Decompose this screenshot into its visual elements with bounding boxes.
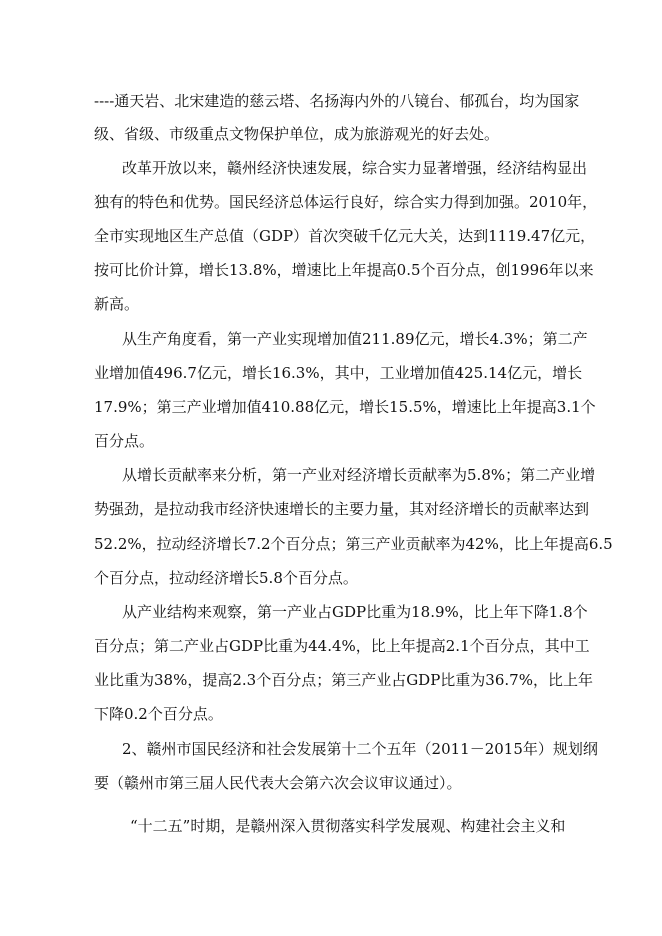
text-line: 业增加值496.7亿元，增长16.3%，其中，工业增加值425.14亿元，增长: [94, 364, 583, 382]
text-line: 新高。: [94, 295, 140, 313]
paragraph-start-line: 从增长贡献率来分析，第一产业对经济增长贡献率为5.8%；第二产业增: [122, 466, 596, 484]
text-line: 级、省级、市级重点文物保护单位，成为旅游观光的好去处。: [94, 125, 500, 143]
paragraph-start-line: 从生产角度看，第一产业实现增加值211.89亿元，增长4.3%；第二产: [122, 330, 588, 348]
paragraph-start-line: 从产业结构来观察，第一产业占GDP比重为18.9%，比上年下降1.8个: [122, 603, 588, 621]
text-line: 百分点；第二产业占GDP比重为44.4%，比上年提高2.1个百分点，其中工: [94, 637, 590, 655]
text-line: 百分点。: [94, 432, 155, 450]
text-line: 17.9%；第三产业增加值410.88亿元，增长15.5%，增速比上年提高3.1个: [94, 398, 596, 416]
paragraph-start-line: “十二五”时期，是赣州深入贯彻落实科学发展观、构建社会主义和: [130, 817, 566, 835]
text-line: 独有的特色和优势。国民经济总体运行良好，综合实力得到加强。2010年，: [94, 193, 598, 211]
text-line: 全市实现地区生产总值（GDP）首次突破千亿元大关，达到1119.47亿元，: [94, 227, 596, 245]
paragraph-start-line: 改革开放以来，赣州经济快速发展，综合实力显著增强，经济结构显出: [122, 159, 588, 177]
text-line: 按可比价计算，增长13.8%，增速比上年提高0.5个百分点，创1996年以来: [94, 261, 594, 279]
text-line: 要（赣州市第三届人民代表大会第六次会议审议通过）。: [94, 774, 462, 792]
text-line: 52.2%，拉动经济增长7.2个百分点；第三产业贡献率为42%，比上年提高6.5: [94, 535, 613, 553]
text-line: 业比重为38%，提高2.3个百分点；第三产业占GDP比重为36.7%，比上年: [94, 671, 593, 689]
paragraph-start-line: 2、赣州市国民经济和社会发展第十二个五年（2011－2015年）规划纲: [122, 740, 598, 758]
text-line: 下降0.2个百分点。: [94, 705, 223, 723]
text-line: 个百分点，拉动经济增长5.8个百分点。: [94, 569, 358, 587]
text-line: 势强劲，是拉动我市经济快速增长的主要力量，其对经济增长的贡献率达到: [94, 500, 590, 518]
text-line: ----通天岩、北宋建造的慈云塔、名扬海内外的八镜台、郁孤台，均为国家: [94, 92, 580, 110]
